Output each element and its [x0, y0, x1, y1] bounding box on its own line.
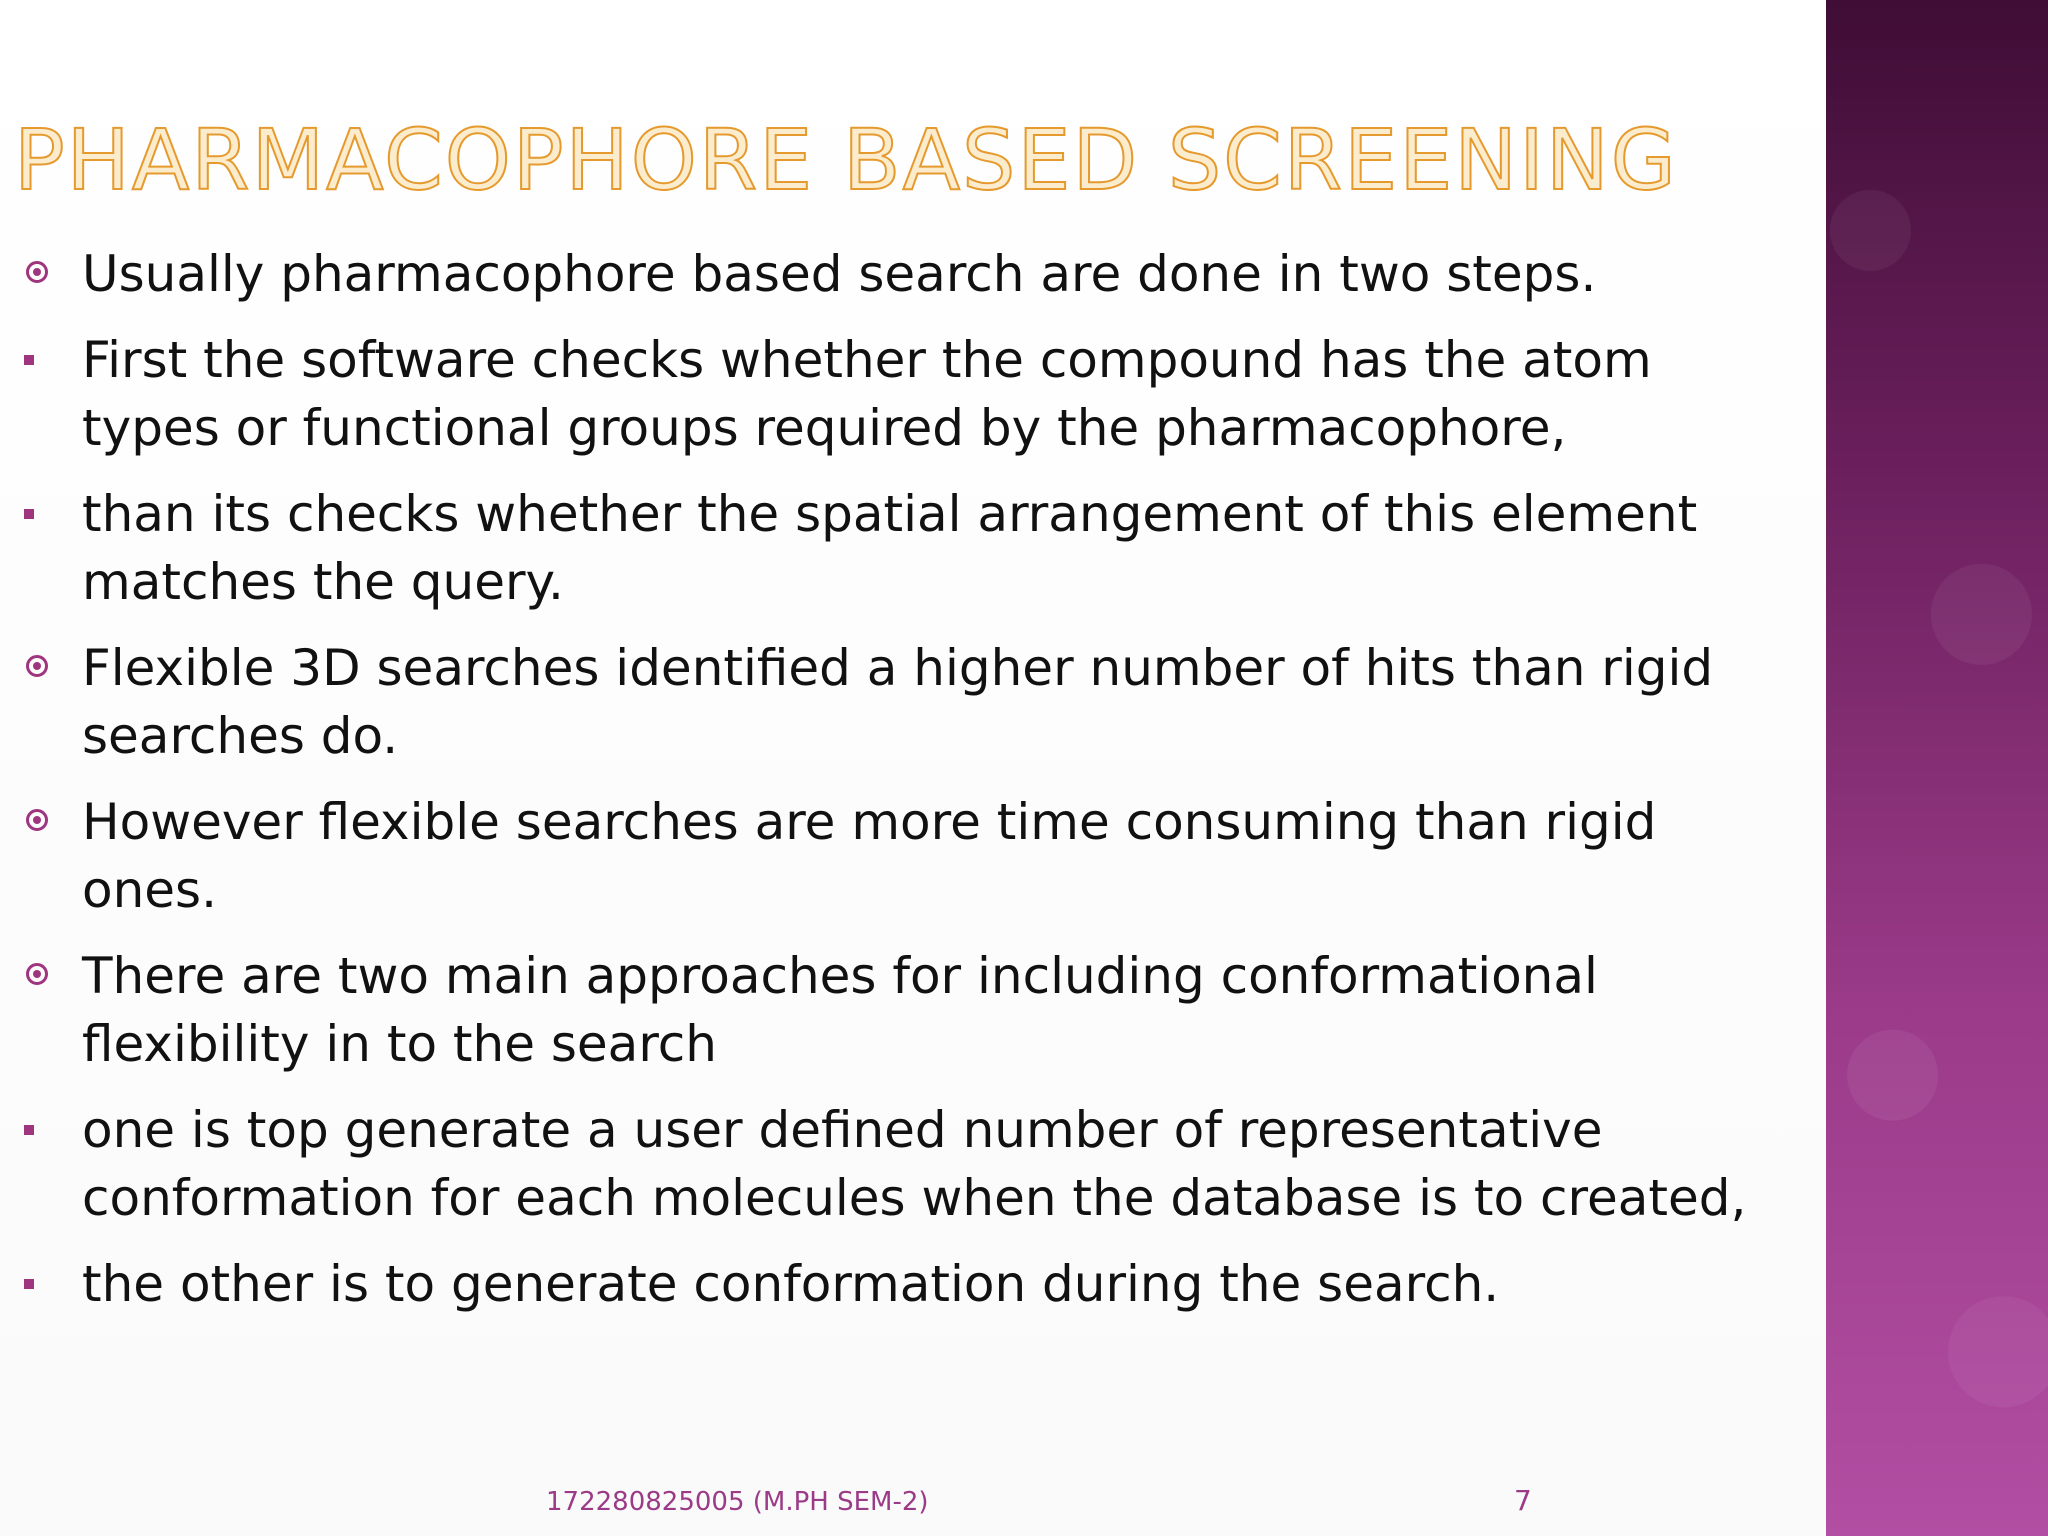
bullet-item [0, 326, 1800, 462]
target-bullet-icon [26, 655, 48, 677]
bullet-text: First the software checks whether the compound has the atom types or functional groups required by the pharmacophore, [82, 331, 1652, 457]
bullet-item [0, 1096, 1800, 1232]
bullet-text: There are two main approaches for including conformational flexibility in to the search [82, 947, 1598, 1073]
target-bullet-icon [26, 261, 48, 283]
bullet-text: Flexible 3D searches identified a higher number of hits than rigid searches do. [82, 639, 1714, 765]
bullet-item [0, 240, 1800, 308]
bullet-text: However flexible searches are more time consuming than rigid ones. [82, 793, 1657, 919]
bullet-item [0, 480, 1800, 616]
bullet-list [0, 240, 1800, 1318]
target-bullet-icon [26, 963, 48, 985]
square-bullet-icon [24, 509, 34, 519]
bullet-text: Usually pharmacophore based search are done in two steps. [82, 245, 1597, 303]
bullet-text: the other is to generate conformation during the search. [82, 1255, 1500, 1313]
slide-title: PHARMACOPHORE BASED SCREENING [14, 111, 1678, 209]
square-bullet-icon [24, 1125, 34, 1135]
square-bullet-icon [24, 1279, 34, 1289]
page-number: 7 [1514, 1484, 1532, 1517]
bullet-item [0, 942, 1800, 1078]
footer-id-text: 172280825005 (M.PH SEM-2) [546, 1487, 929, 1517]
bullet-text: than its checks whether the spatial arrangement of this element matches the query. [82, 485, 1698, 611]
bullet-item [0, 788, 1800, 924]
bullet-item [0, 1250, 1800, 1318]
target-bullet-icon [26, 809, 48, 831]
bullet-item [0, 634, 1800, 770]
bullet-text: one is top generate a user defined number of representative conformation for each molecules when the database is to created, [82, 1101, 1747, 1227]
decorative-side-band [1826, 0, 2048, 1536]
square-bullet-icon [24, 355, 34, 365]
